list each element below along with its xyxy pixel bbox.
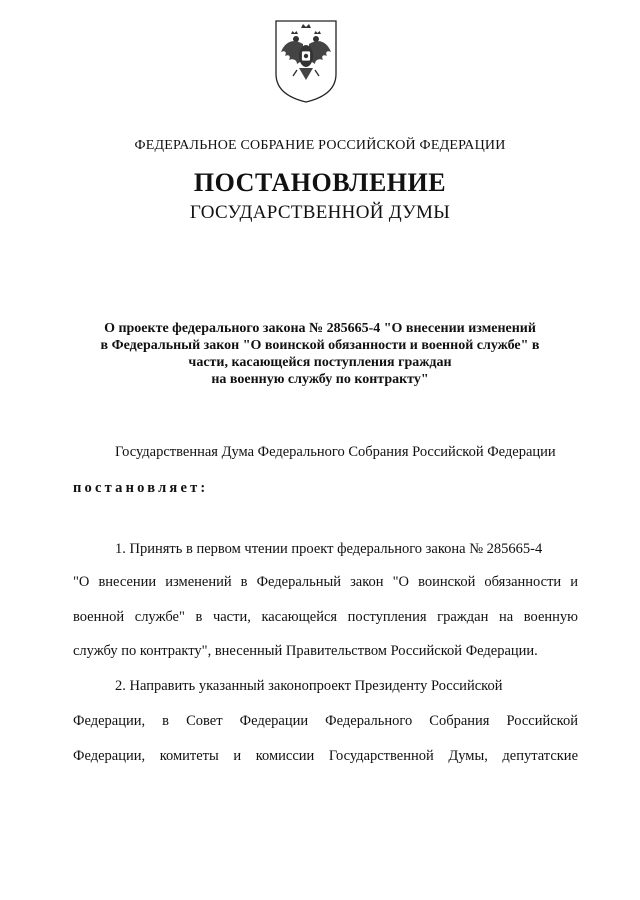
paragraph-1-line: военной службе" в части, касающейся поступления граждан на военную: [73, 609, 578, 625]
coat-of-arms-icon: [273, 18, 339, 104]
paragraph-2-line: Федерации, комитеты и комиссии Государственной Думы, депутатские: [73, 748, 578, 764]
bill-title-line: части, касающейся поступления граждан: [188, 355, 452, 370]
resolves-word: постановляет:: [73, 480, 209, 496]
preamble: Государственная Дума Федерального Собрания Российской Федерации: [115, 444, 556, 460]
paragraph-1-line: 1. Принять в первом чтении проект федерального закона № 285665-4: [115, 541, 543, 557]
paragraph-2-line: Федерации, в Совет Федерации Федерального Собрания Российской: [73, 713, 578, 729]
organization-name: ФЕДЕРАЛЬНОЕ СОБРАНИЕ РОССИЙСКОЙ ФЕДЕРАЦИИ: [134, 138, 506, 153]
paragraph-1-line: службу по контракту", внесенный Правительством Российской Федерации.: [73, 643, 538, 659]
paragraph-1-line: "О внесении изменений в Федеральный закон "О воинской обязанности и: [73, 574, 578, 590]
document-type: ПОСТАНОВЛЕНИЕ: [193, 168, 447, 197]
bill-title-line: на военную службу по контракту": [211, 372, 429, 387]
bill-title-line: О проекте федерального закона № 285665-4 "О внесении изменений: [104, 321, 536, 336]
paragraph-2-line: 2. Направить указанный законопроект Президенту Российской: [115, 678, 503, 694]
bill-title: [70, 320, 570, 388]
issuer-name: ГОСУДАРСТВЕННОЙ ДУМЫ: [189, 202, 451, 223]
bill-title-line: в Федеральный закон "О воинской обязанности и военной службе" в: [100, 338, 540, 353]
